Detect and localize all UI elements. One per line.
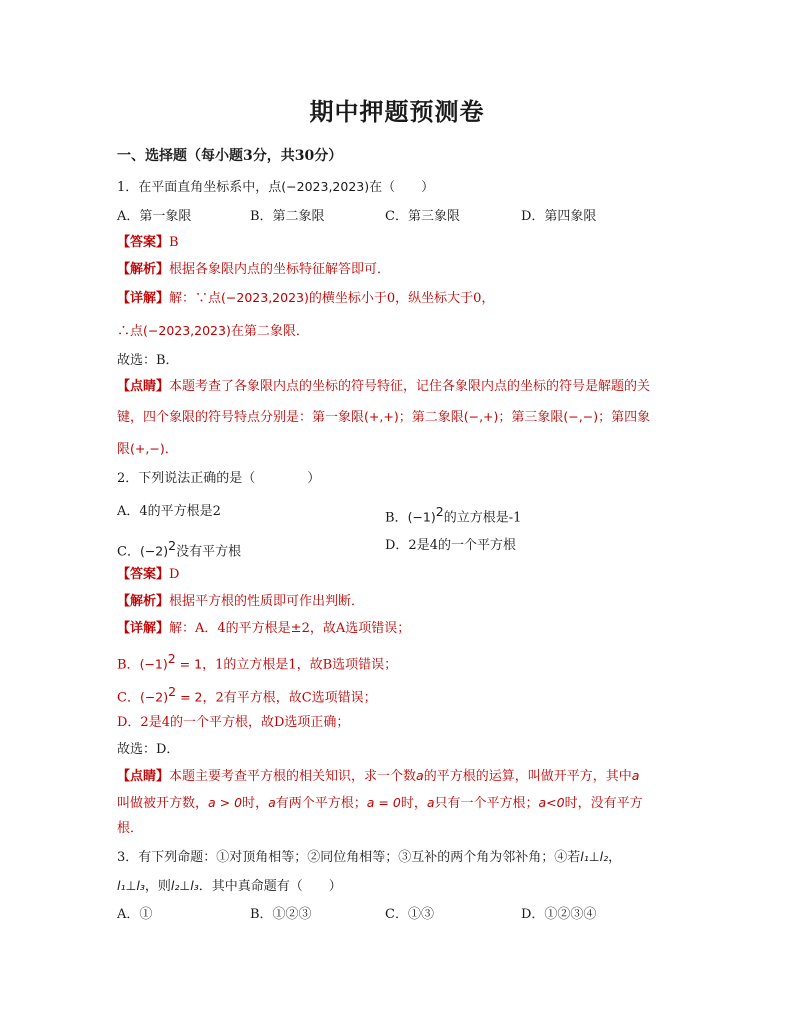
q1-option-d[interactable]: D．第四象限 (521, 209, 597, 224)
q2-comment-line-3: 根． (117, 821, 144, 836)
question-2-stem: 2．下列说法正确的是（ ） (117, 471, 321, 486)
q3-option-a[interactable]: A．① (117, 907, 153, 922)
q1-option-a[interactable]: A．第一象限 (117, 209, 192, 224)
q1-analysis: 【解析】根据各象限内点的坐标特征解答即可． (117, 262, 391, 277)
q2-answer: 【答案】D (117, 567, 180, 582)
q1-answer: 【答案】B (117, 235, 179, 250)
question-3-stem-line-2: l₁⊥l₃，则l₂⊥l₃．其中真命题有（ ） (117, 878, 342, 894)
q1-option-b[interactable]: B．第二象限 (250, 209, 325, 224)
q1-comment-line-1: 【点睛】本题考查了各象限内点的坐标的符号特征，记住各象限内点的坐标的符号是解题的关 (117, 379, 651, 394)
q2-detail-c: C．$(-2)^2 = 2$，2有平方根，故C选项错误； (117, 684, 377, 706)
q3-option-b[interactable]: B．①②③ (250, 907, 312, 922)
q1-comment-line-3: 限(+,−)． (117, 441, 178, 457)
page-title: 期中押题预测卷 (309, 97, 485, 126)
q1-therefore: ∴点(−2023,2023)在第二象限． (117, 323, 309, 339)
q1-conclusion: 故选：B． (117, 353, 179, 368)
q3-option-c[interactable]: C．①③ (385, 907, 434, 922)
q2-option-d[interactable]: D．2是4的一个平方根 (385, 538, 516, 553)
q2-detail-d: D．2是4的一个平方根，故D选项正确； (117, 715, 350, 730)
q2-detail: 【详解】解：A．4的平方根是±2，故A选项错误； (117, 621, 411, 636)
section-heading: 一、选择题（每小题3分，共30分） (117, 148, 343, 164)
q2-conclusion: 故选：D． (117, 742, 180, 757)
q2-comment-line-1: 【点睛】本题主要考查平方根的相关知识，求一个数a的平方根的运算，叫做开平方，其中a (117, 768, 640, 784)
q2-analysis: 【解析】根据平方根的性质即可作出判断． (117, 594, 365, 609)
q2-option-a[interactable]: A．4的平方根是2 (117, 504, 221, 519)
q3-option-d[interactable]: D．①②③④ (521, 907, 597, 922)
q1-comment-line-2: 键，四个象限的符号特点分别是：第一象限(+,+)；第二象限(−,+)；第三象限(−,−)；第四象 (117, 409, 651, 425)
q2-option-c[interactable]: C．$(-2)^2$没有平方根 (117, 538, 242, 560)
q1-option-c[interactable]: C．第三象限 (385, 209, 460, 224)
q2-comment-line-2: 叫做被开方数，a > 0时，a有两个平方根；a = 0时，a只有一个平方根；a<0时，没有平方 (117, 795, 643, 811)
q1-detail: 【详解】解：∵点(−2023,2023)的横坐标小于0，纵坐标大于0， (117, 290, 495, 306)
question-3-stem-line-1: 3．有下列命题：①对顶角相等；②同位角相等；③互补的两个角为邻补角；④若l₁⊥l₂， (117, 849, 622, 865)
question-1-stem: 1．在平面直角坐标系中，点(−2023,2023)在（ ） (117, 179, 435, 195)
q2-detail-b: B．$(-1)^2 = 1$，1的立方根是1，故B选项错误； (117, 651, 398, 673)
q2-option-b[interactable]: B．$(-1)^2$的立方根是-1 (385, 504, 522, 526)
